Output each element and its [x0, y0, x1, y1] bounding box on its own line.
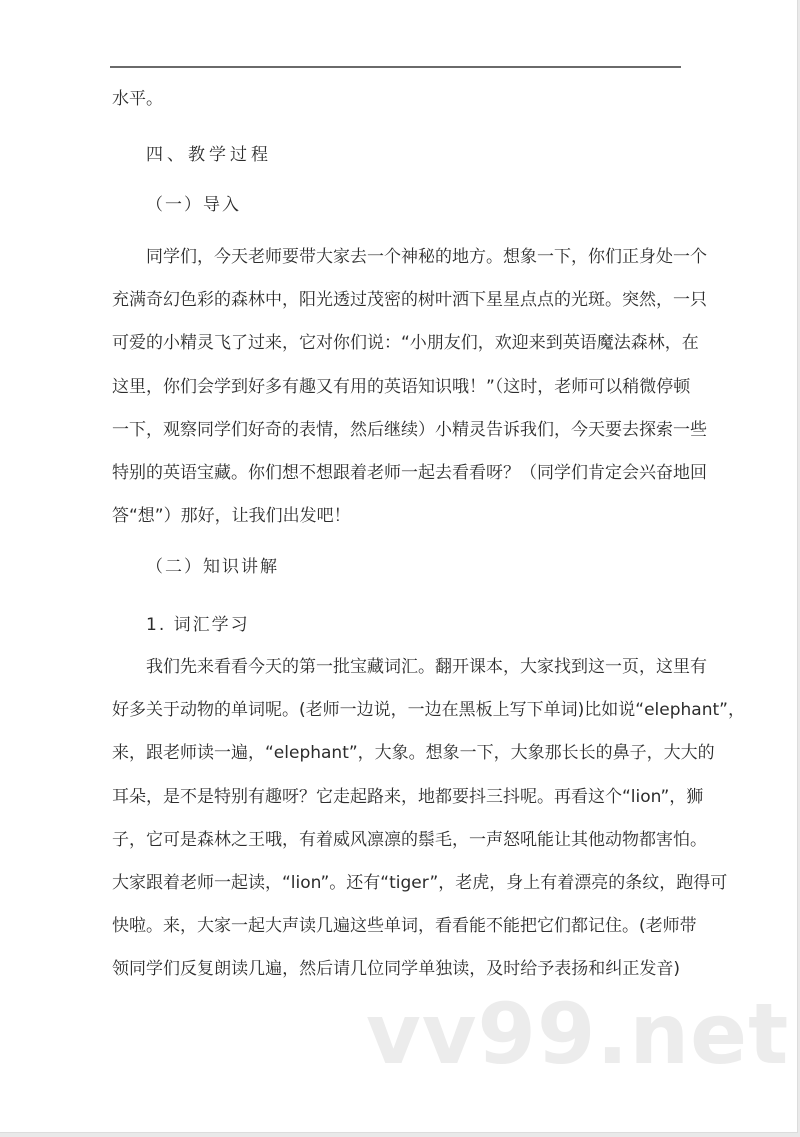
- section-heading: 四、教学过程: [146, 145, 272, 165]
- text-line: 好多关于动物的单词呢。(老师一边说，一边在黑板上写下单词)比如说“elephant”，: [112, 700, 745, 720]
- text-line: 快啦。来，大家一起大声读几遍这些单词，看看能不能把它们都记住。(老师带: [112, 916, 697, 936]
- text-line: 领同学们反复朗读几遍，然后请几位同学单独读，及时给予表扬和纠正发音): [112, 959, 680, 979]
- text-line: 子，它可是森林之王哦，有着威风凛凛的鬃毛，一声怒吼能让其他动物都害怕。: [112, 830, 707, 850]
- item-heading: 1. 词汇学习: [146, 615, 250, 635]
- subsection-heading: （一）导入: [146, 195, 241, 215]
- text-line: 充满奇幻色彩的森林中，阳光透过茂密的树叶洒下星星点点的光斑。突然，一只: [112, 290, 707, 310]
- paragraph-end-line: 水平。: [112, 89, 163, 109]
- text-line: 答“想”）那好，让我们出发吧！: [112, 506, 351, 526]
- text-line: 一下，观察同学们好奇的表情，然后继续）小精灵告诉我们，今天要去探索一些: [112, 420, 707, 440]
- text-line: 我们先来看看今天的第一批宝藏词汇。翻开课本，大家找到这一页，这里有: [146, 657, 707, 677]
- text-line: 特别的英语宝藏。你们想不想跟着老师一起去看看呀？（同学们肯定会兴奋地回: [112, 463, 707, 483]
- text-line: 耳朵，是不是特别有趣呀？它走起路来，地都要抖三抖呢。再看这个“lion”，狮: [112, 787, 704, 807]
- text-line: 可爱的小精灵飞了过来，它对你们说：“小朋友们，欢迎来到英语魔法森林，在: [112, 333, 699, 353]
- text-line: 这里，你们会学到好多有趣又有用的英语知识哦！”（这时，老师可以稍微停顿: [112, 377, 691, 397]
- text-line: 同学们，今天老师要带大家去一个神秘的地方。想象一下，你们正身处一个: [146, 247, 707, 267]
- watermark: vv99.net: [366, 985, 790, 1083]
- text-line: 来，跟老师读一遍，“elephant”，大象。想象一下，大象那长长的鼻子，大大的: [112, 743, 715, 763]
- subsection-heading: （二）知识讲解: [146, 557, 279, 577]
- text-line: 大家跟着老师一起读，“lion”。还有“tiger”，老虎，身上有着漂亮的条纹，跑得可: [112, 873, 728, 893]
- header-rule: [110, 66, 681, 68]
